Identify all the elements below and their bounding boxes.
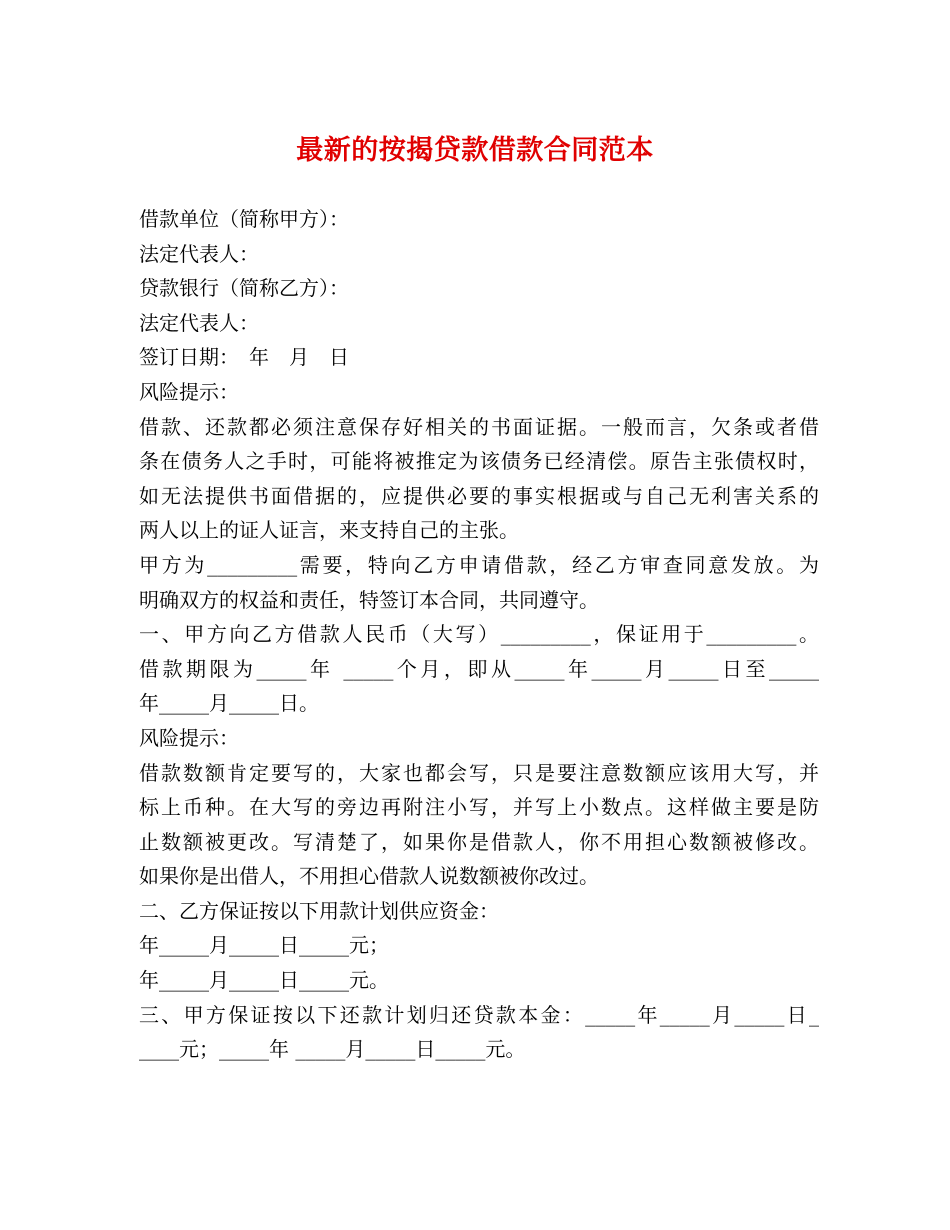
- text-line: ____元；_____年 _____月_____日_____元。: [139, 1037, 526, 1062]
- text-line: 年_____月_____日。: [139, 691, 319, 716]
- text-line: 条在债务人之手时，可能将被推定为该债务已经清偿。原告主张债权时，: [139, 449, 819, 474]
- document-title: 最新的按揭贷款借款合同范本: [296, 135, 654, 166]
- document-body: [139, 202, 819, 1067]
- text-line: 借款、还款都必须注意保存好相关的书面证据。一般而言，欠条或者借: [139, 414, 819, 439]
- text-line: 标上币种。在大写的旁边再附注小写，并写上小数点。这样做主要是防: [139, 795, 819, 820]
- text-line: 年_____月_____日_____元；: [139, 933, 389, 958]
- text-line: 三、甲方保证按以下还款计划归还贷款本金：_____年_____月_____日_: [139, 1002, 819, 1027]
- text-line: 二、乙方保证按以下用款计划供应资金：: [139, 898, 499, 923]
- text-line: 年_____月_____日_____元。: [139, 968, 389, 993]
- text-line: 借款单位（简称甲方）：: [139, 207, 349, 231]
- text-line: 法定代表人：: [139, 241, 259, 266]
- text-line: 明确双方的权益和责任，特签订本合同，共同遵守。: [139, 587, 599, 612]
- text-line: 借款数额肯定要写的，大家也都会写，只是要注意数额应该用大写，并: [139, 760, 819, 785]
- text-line: 签订日期： 年 月 日: [139, 345, 349, 370]
- text-line: 风险提示：: [139, 379, 239, 404]
- text-line: 两人以上的证人证言，来支持自己的主张。: [139, 518, 519, 543]
- text-line: 法定代表人：: [139, 310, 259, 335]
- text-line: 如果你是出借人，不用担心借款人说数额被你改过。: [139, 864, 599, 889]
- text-line: 借款期限为_____年 _____个月，即从_____年_____月_____日至_____: [139, 656, 819, 681]
- text-line: 甲方为_________需要，特向乙方申请借款，经乙方审查同意发放。为: [139, 552, 819, 577]
- text-line: 止数额被更改。写清楚了，如果你是借款人，你不用担心数额被修改。: [139, 829, 819, 854]
- text-line: 如无法提供书面借据的，应提供必要的事实根据或与自己无利害关系的: [139, 483, 819, 508]
- text-line: 风险提示：: [139, 725, 239, 750]
- text-line: 贷款银行（简称乙方）：: [139, 276, 349, 301]
- text-line: 一、甲方向乙方借款人民币（大写）_________，保证用于_________。: [139, 622, 819, 647]
